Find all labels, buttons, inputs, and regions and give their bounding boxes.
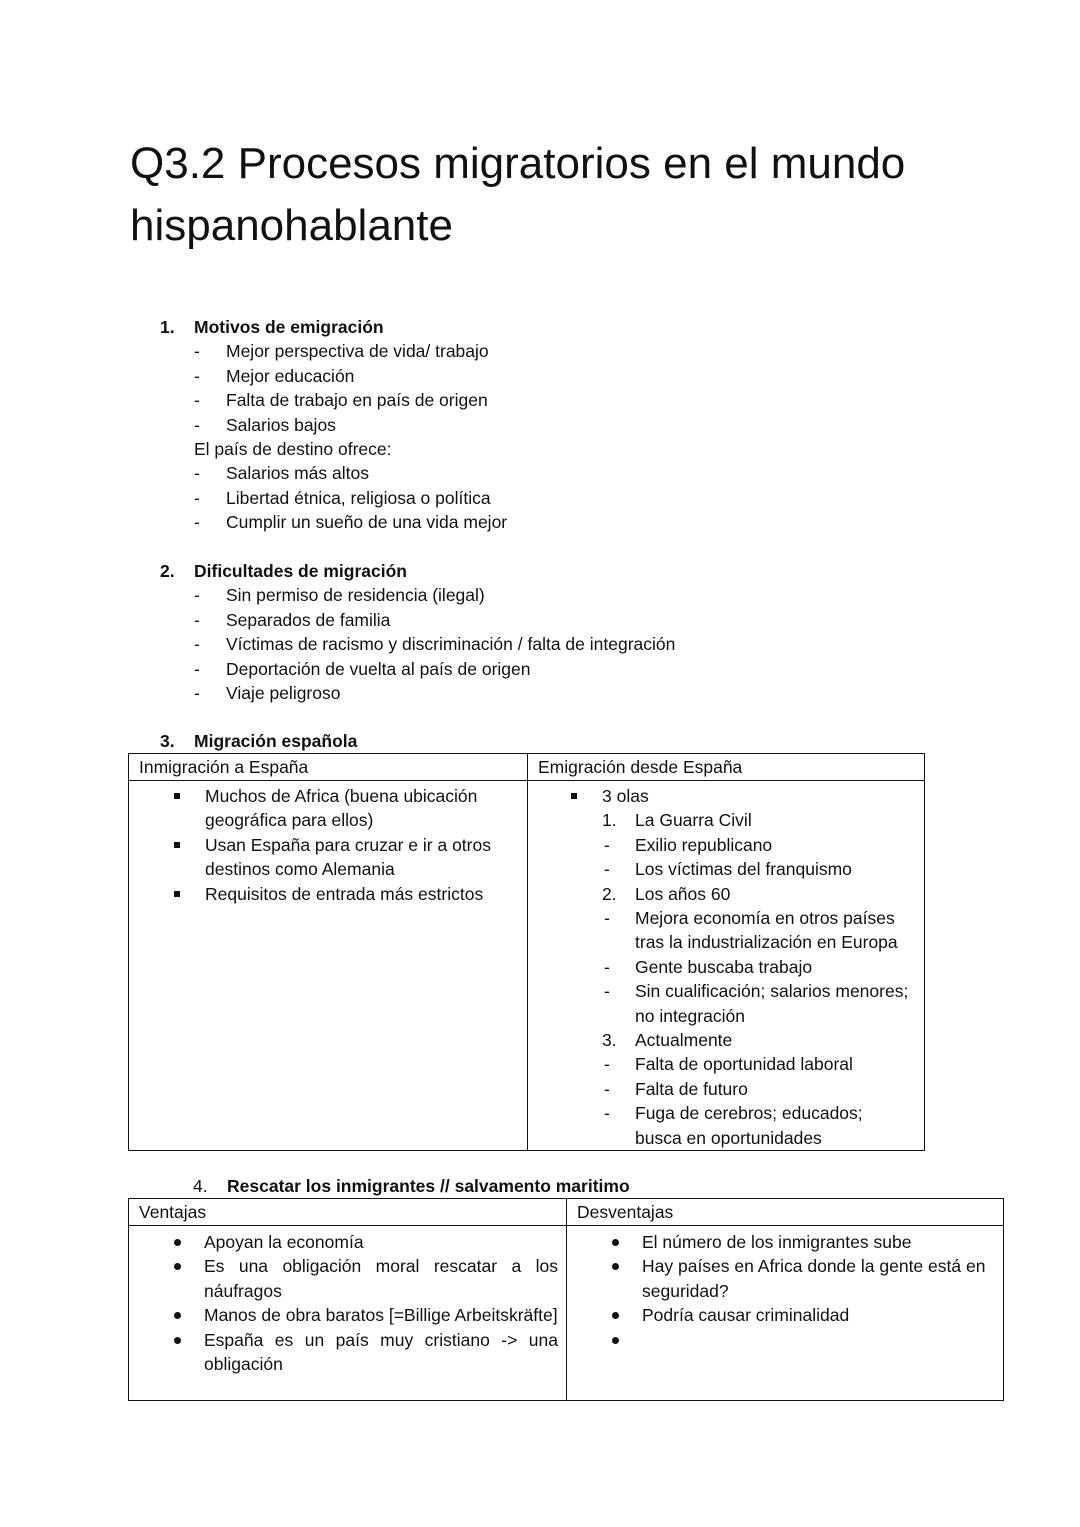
- section-heading: Dificultades de migración: [194, 561, 407, 581]
- bullet-icon: [174, 842, 180, 848]
- list-item: - Falta de futuro: [604, 1078, 748, 1099]
- section-number: 1.: [160, 317, 175, 337]
- wave-item: 3. Actualmente: [602, 1030, 733, 1051]
- wave-item: 1. La Guarra Civil: [602, 810, 752, 831]
- bullet-icon: [612, 1312, 619, 1319]
- column-header: Desventajas: [577, 1202, 674, 1222]
- list-item: - Gente buscaba trabajo: [604, 956, 813, 977]
- list-item: 3 olas: [635, 784, 914, 808]
- list-item: Apoyan la economía: [204, 1230, 558, 1254]
- desventajas-list: [567, 1226, 1003, 1352]
- list-item: - Mejora economía en otros países tras la industrialización en Europa: [604, 908, 898, 953]
- list-item: - Exilio republicano: [604, 834, 773, 855]
- list-item: Es una obligación moral rescatar a los náufragos: [204, 1254, 558, 1303]
- section-number: 3.: [160, 731, 175, 751]
- column-header: Emigración desde España: [538, 757, 743, 777]
- section-number: 4.: [193, 1176, 208, 1196]
- list-item: Manos de obra baratos [=Billige Arbeitskräfte]: [204, 1303, 558, 1327]
- list-item: Hay países en Africa donde la gente está en seguridad?: [642, 1254, 995, 1303]
- list-item: - Falta de oportunidad laboral: [604, 1054, 853, 1075]
- list-item: - Los víctimas del franquismo: [604, 859, 852, 880]
- wave-item: 2. Los años 60: [602, 883, 731, 904]
- ventajas-list: [129, 1226, 566, 1376]
- list-item: Usan España para cruzar e ir a otros destinos como Alemania: [205, 833, 507, 882]
- page-title: Q3.2 Procesos migratorios en el mundo hispanohablante: [130, 139, 906, 250]
- column-header: Inmigración a España: [139, 757, 309, 777]
- bullet-icon: [174, 793, 180, 799]
- bullet-icon: [174, 1337, 181, 1344]
- bullet-icon: [174, 1239, 181, 1246]
- section-heading: Motivos de emigración: [194, 317, 384, 337]
- bullet-icon: [612, 1263, 619, 1270]
- list-item: Muchos de Africa (buena ubicación geográfica para ellos): [205, 784, 507, 833]
- emigracion-list: [528, 781, 924, 1150]
- list-item: - Sin cualificación; salarios menores; no integración: [604, 981, 909, 1026]
- list-item: Podría causar criminalidad: [642, 1303, 995, 1327]
- list-item: Requisitos de entrada más estrictos: [205, 882, 507, 906]
- bullet-icon: [612, 1337, 619, 1344]
- section-number: 2.: [160, 561, 175, 581]
- section-heading: Rescatar los inmigrantes // salvamento maritimo: [227, 1176, 630, 1196]
- list-item: [642, 1328, 995, 1352]
- bullet-icon: [612, 1239, 619, 1246]
- bullet-icon: [174, 891, 180, 897]
- bullet-icon: [174, 1263, 181, 1270]
- rescate-table: [128, 1198, 1004, 1401]
- migration-table: [128, 753, 925, 1151]
- bullet-icon: [174, 1312, 181, 1319]
- list-item: España es un país muy cristiano -> una obligación: [204, 1328, 558, 1377]
- bullet-icon: [571, 793, 577, 799]
- column-header: Ventajas: [139, 1202, 207, 1222]
- section-heading: Migración española: [194, 731, 358, 751]
- list-item: - Fuga de cerebros; educados; busca en oportunidades: [604, 1103, 863, 1148]
- inmigracion-list: [129, 781, 527, 906]
- list-item: El número de los inmigrantes sube: [642, 1230, 995, 1254]
- subheading: El país de destino ofrece:: [194, 438, 392, 459]
